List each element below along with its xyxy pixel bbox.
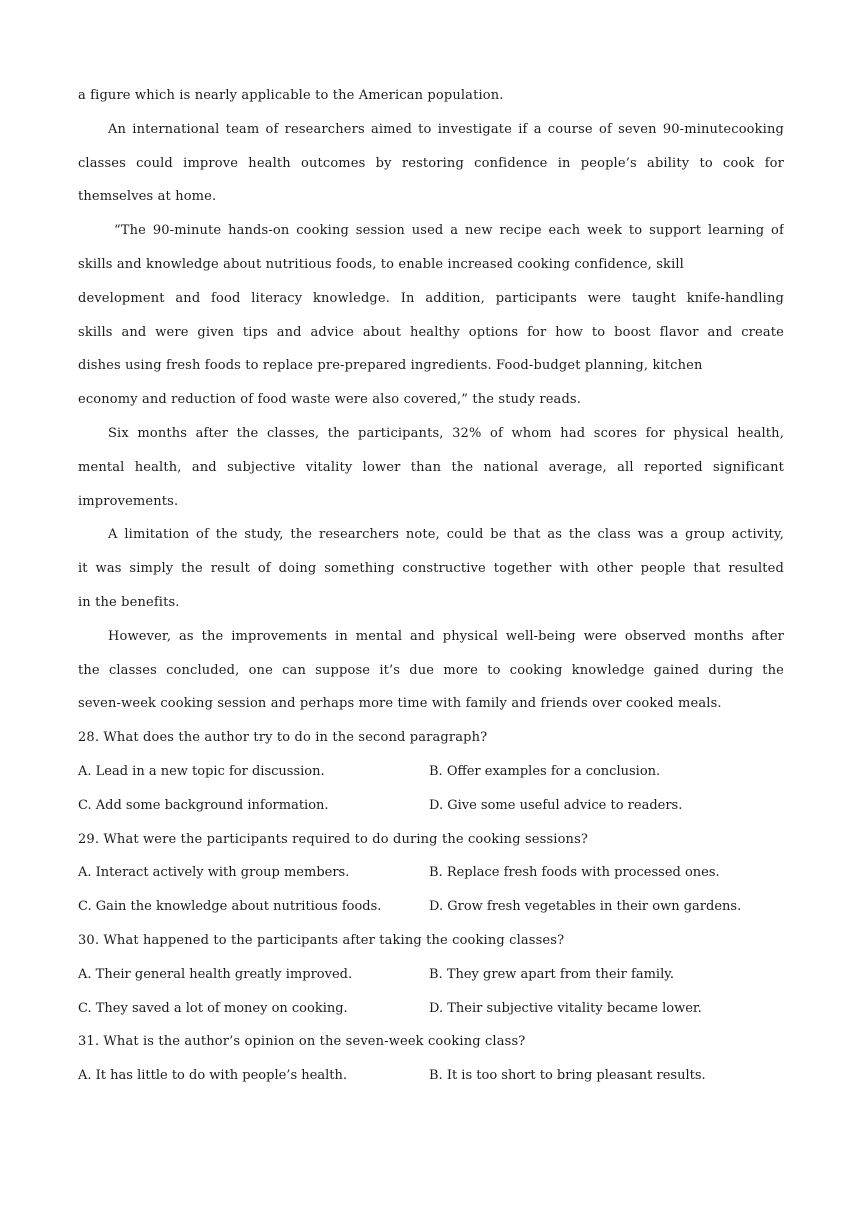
- answer-option: C. Add some background information.: [78, 797, 329, 813]
- passage-line: dishes using fresh foods to replace pre-prepared ingredients. Food-budget planning, kitchen: [78, 358, 703, 374]
- option-row: [78, 856, 784, 890]
- question-section: [78, 721, 784, 1093]
- answer-option: B. They grew apart from their family.: [429, 966, 674, 982]
- reading-passage: [78, 79, 784, 721]
- passage-line: a figure which is nearly applicable to the American population.: [78, 88, 504, 103]
- document-page: [78, 79, 784, 1093]
- passage-line: An international team of researchers aimed to investigate if a course of seven 90-minutecooking: [108, 121, 784, 137]
- passage-line: economy and reduction of food waste were also covered,” the study reads.: [78, 392, 582, 408]
- passage-line: in the benefits.: [78, 594, 180, 610]
- answer-option: C. Gain the knowledge about nutritious foods.: [78, 899, 382, 915]
- question-block: [78, 823, 784, 924]
- option-row: [78, 1059, 784, 1093]
- question-stem: 30. What happened to the participants after taking the cooking classes?: [78, 932, 565, 948]
- passage-line: improvements.: [78, 493, 179, 509]
- passage-line: Six months after the classes, the participants, 32% of whom had scores for physical health,: [108, 425, 784, 441]
- passage-line: However, as the improvements in mental and physical well-being were observed months after: [108, 628, 784, 644]
- answer-option: B. It is too short to bring pleasant results.: [429, 1068, 706, 1084]
- answer-option: C. They saved a lot of money on cooking.: [78, 1000, 348, 1016]
- answer-option: A. Their general health greatly improved.: [78, 966, 353, 982]
- passage-line: development and food literacy knowledge. In addition, participants were taught knife-handling: [78, 290, 784, 306]
- answer-option: B. Offer examples for a conclusion.: [429, 763, 661, 779]
- answer-option: D. Give some useful advice to readers.: [429, 797, 683, 813]
- answer-option: A. Lead in a new topic for discussion.: [78, 763, 325, 779]
- answer-option: D. Grow fresh vegetables in their own gardens.: [429, 899, 742, 915]
- passage-line: seven-week cooking session and perhaps more time with family and friends over cooked meals.: [78, 696, 722, 712]
- passage-line: skills and were given tips and advice about healthy options for how to boost flavor and create: [78, 324, 784, 340]
- answer-option: A. It has little to do with people’s health.: [78, 1068, 347, 1084]
- passage-line: the classes concluded, one can suppose it’s due more to cooking knowledge gained during the: [78, 662, 784, 678]
- passage-line: skills and knowledge about nutritious foods, to enable increased cooking confidence, skill: [78, 256, 684, 272]
- passage-line: themselves at home.: [78, 189, 217, 205]
- option-row: [78, 958, 784, 992]
- answer-option: D. Their subjective vitality became lower.: [429, 1000, 702, 1016]
- question-block: [78, 1025, 784, 1093]
- option-row: [78, 992, 784, 1026]
- question-stem: 29. What were the participants required to do during the cooking sessions?: [78, 831, 589, 847]
- answer-option: B. Replace fresh foods with processed ones.: [429, 865, 720, 881]
- passage-line: it was simply the result of doing something constructive together with other people that resulted: [78, 561, 784, 577]
- passage-line: classes could improve health outcomes by restoring confidence in people’s ability to cook for: [78, 155, 784, 171]
- question-stem: 31. What is the author’s opinion on the seven-week cooking class?: [78, 1034, 526, 1050]
- question-stem: 28. What does the author try to do in the second paragraph?: [78, 730, 488, 746]
- question-block: [78, 721, 784, 822]
- passage-line: “The 90-minute hands-on cooking session used a new recipe each week to support learning of: [114, 223, 784, 239]
- passage-line: A limitation of the study, the researchers note, could be that as the class was a group activity,: [108, 527, 784, 543]
- option-row: [78, 789, 784, 823]
- question-block: [78, 924, 784, 1025]
- answer-option: A. Interact actively with group members.: [78, 865, 350, 881]
- option-row: [78, 890, 784, 924]
- passage-line: mental health, and subjective vitality lower than the national average, all reported significant: [78, 459, 784, 475]
- option-row: [78, 755, 784, 789]
